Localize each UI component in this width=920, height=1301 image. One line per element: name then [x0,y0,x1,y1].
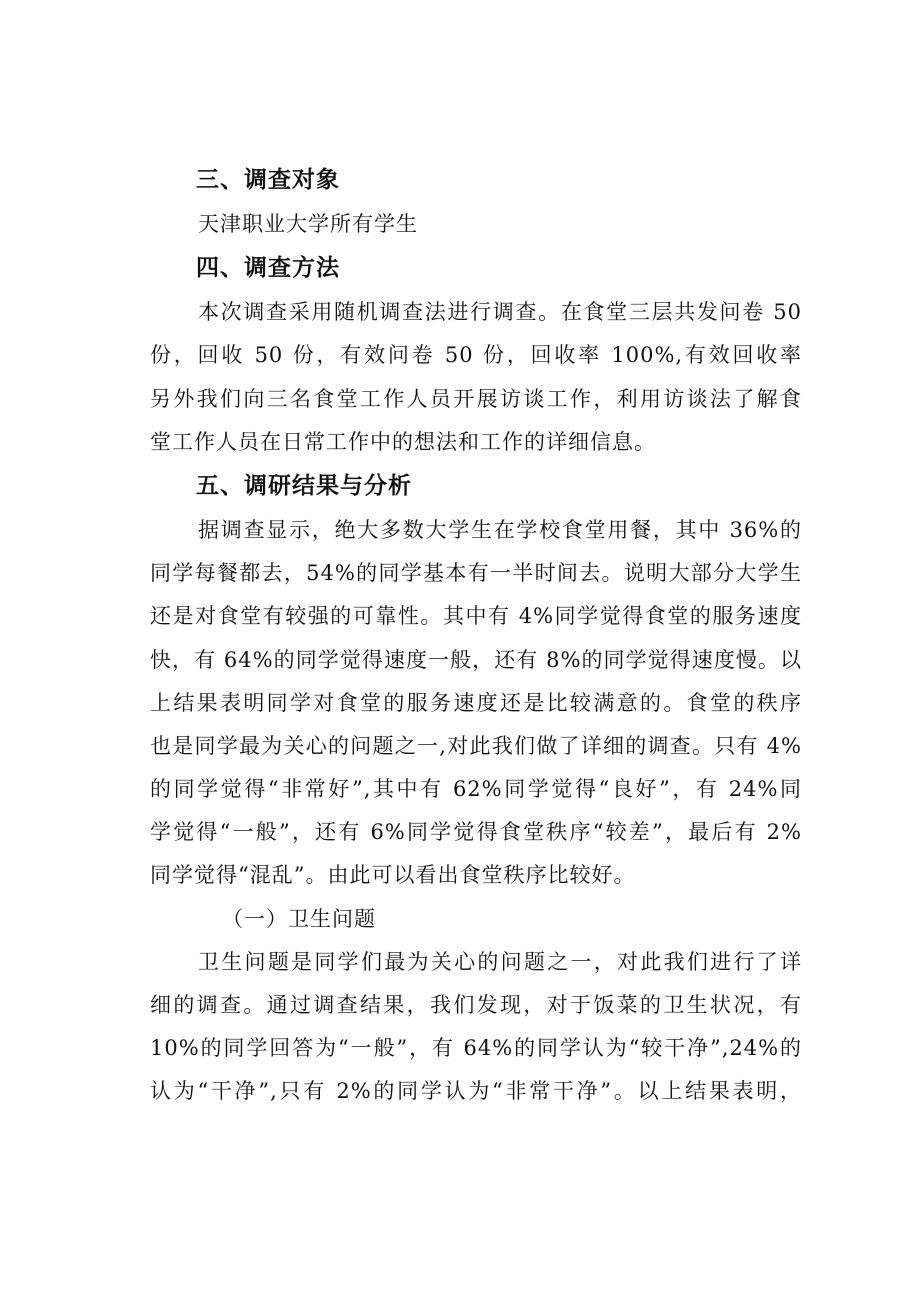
paragraph-line: 据调查显示，绝大多数大学生在学校食堂用餐，其中 36%的 [198,517,802,542]
paragraph-line: 同学觉得“混乱”。由此可以看出食堂秩序比较好。 [150,863,636,888]
paragraph-line: 认为“干净”,只有 2%的同学认为“非常干净”。以上结果表明， [150,1079,802,1104]
section-heading-results-analysis: 五、调研结果与分析 [196,472,412,499]
section-heading-survey-subjects: 三、调查对象 [196,167,340,193]
paragraph-line: 上结果表明同学对食堂的服务速度还是比较满意的。食堂的秩序 [150,690,802,715]
paragraph-line: 的同学觉得“非常好”,其中有 62%同学觉得“良好”，有 24%同 [150,777,802,802]
paragraph-line: 本次调查采用随机调查法进行调查。在食堂三层共发问卷 50 [198,300,802,325]
paragraph-line: 10%的同学回答为“一般”，有 64%的同学认为“较干净”,24%的 [150,1036,802,1061]
paragraph-line: 卫生问题是同学们最为关心的问题之一，对此我们进行了详 [198,949,802,974]
section-heading-survey-methods: 四、调查方法 [196,255,340,282]
subsection-heading-hygiene: （一）卫生问题 [222,906,376,931]
paragraph-line: 也是同学最为关心的问题之一,对此我们做了详细的调查。只有 4% [150,733,802,758]
paragraph-line: 天津职业大学所有学生 [198,212,418,236]
paragraph-line: 堂工作人员在日常工作中的想法和工作的详细信息。 [150,429,656,454]
paragraph-line: 份，回收 50 份，有效问卷 50 份，回收率 100%,有效回收率 [150,343,802,368]
paragraph-line: 还是对食堂有较强的可靠性。其中有 4%同学觉得食堂的服务速度 [150,604,802,629]
paragraph-line: 快，有 64%的同学觉得速度一般，还有 8%的同学觉得速度慢。以 [150,647,802,672]
document-page [150,158,802,1114]
paragraph-line: 同学每餐都去，54%的同学基本有一半时间去。说明大部分大学生 [150,561,802,586]
paragraph-line: 学觉得“一般”，还有 6%同学觉得食堂秩序“较差”，最后有 2% [150,820,802,845]
paragraph-line: 另外我们向三名食堂工作人员开展访谈工作，利用访谈法了解食 [150,386,802,411]
paragraph-line: 细的调查。通过调查结果，我们发现，对于饭菜的卫生状况，有 [150,993,802,1017]
